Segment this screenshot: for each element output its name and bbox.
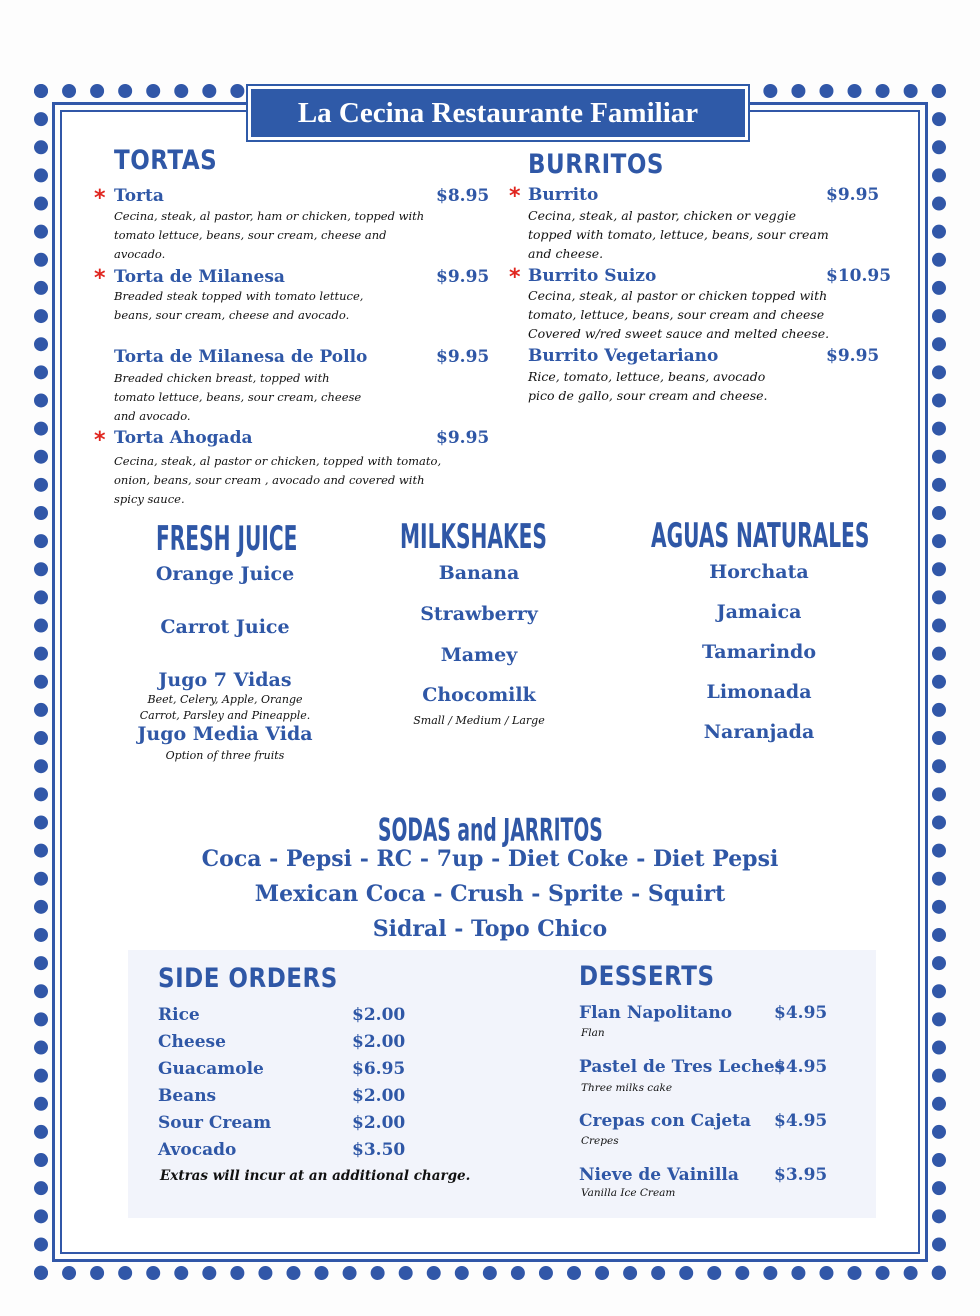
torta-milanesa-name: Torta de Milanesa — [114, 267, 285, 287]
sodas-line: Mexican Coca - Crush - Sprite - Squirt — [254, 881, 726, 907]
side-item-price: $3.50 — [352, 1140, 406, 1160]
burrito-name: Burrito — [528, 185, 599, 205]
juice-item: Orange Juice — [155, 563, 295, 585]
jugo-7-vidas-desc-line2: Carrot, Parsley and Pineapple. — [139, 709, 311, 722]
dessert-price: $4.95 — [774, 1057, 828, 1077]
torta-milanesa-pollo-name: Torta de Milanesa de Pollo — [114, 347, 368, 367]
star-icon: * — [94, 186, 106, 211]
dessert-price: $4.95 — [774, 1111, 828, 1131]
torta-name: Torta — [114, 186, 164, 206]
side-item-name: Avocado — [158, 1140, 237, 1160]
torta-ahogada-desc: Cecina, steak, al pastor or chicken, topped with tomato, onion, beans, sour cream , avocado and covered with spicy sauce. — [114, 454, 442, 506]
milkshake-item: Mamey — [440, 644, 518, 666]
star-icon: * — [94, 266, 106, 291]
torta-ahogada-price: $9.95 — [436, 428, 490, 448]
burrito-vegetariano-name: Burrito Vegetariano — [528, 346, 719, 366]
milkshake-sizes: Small / Medium / Large — [413, 714, 545, 727]
aguas-naturales-heading: AGUAS NATURALES — [651, 516, 870, 556]
jugo-media-vida-desc: Option of three fruits — [165, 749, 285, 762]
agua-item: Naranjada — [703, 721, 815, 743]
side-item-name: Sour Cream — [158, 1113, 272, 1133]
side-orders-heading: SIDE ORDERS — [158, 964, 338, 994]
tortas-heading: TORTAS — [114, 146, 218, 176]
burrito-suizo-name: Burrito Suizo — [528, 266, 657, 286]
burrito-vegetariano-desc: Rice, tomato, lettuce, beans, avocado pico de gallo, sour cream and cheese. — [528, 369, 768, 403]
star-icon: * — [509, 265, 521, 290]
agua-item: Horchata — [709, 561, 809, 583]
side-item-price: $2.00 — [352, 1005, 406, 1025]
sodas-line: Sidral - Topo Chico — [372, 916, 608, 942]
agua-item: Jamaica — [716, 601, 802, 623]
dessert-name: Nieve de Vainilla — [579, 1165, 739, 1185]
torta-milanesa-pollo-price: $9.95 — [436, 347, 490, 367]
desserts-heading: DESSERTS — [579, 962, 715, 992]
milkshake-item: Chocomilk — [422, 684, 536, 706]
milkshake-item: Strawberry — [420, 603, 538, 625]
burrito-vegetariano-price: $9.95 — [826, 346, 880, 366]
juice-item: Jugo 7 Vidas — [158, 669, 292, 691]
burrito-suizo-desc: Cecina, steak, al pastor or chicken topped with tomato, lettuce, beans, sour cream and cheese Covered w/red sweet sauce and melted cheese. — [528, 288, 830, 341]
sodas-line: Coca - Pepsi - RC - 7up - Diet Coke - Diet Pepsi — [201, 846, 779, 872]
torta-milanesa-pollo-desc: Breaded chicken breast, topped with tomato lettuce, beans, sour cream, cheese and avocado. — [114, 371, 362, 423]
dessert-price: $4.95 — [774, 1003, 828, 1023]
star-icon: * — [509, 184, 521, 209]
dessert-price: $3.95 — [774, 1165, 828, 1185]
side-item-name: Cheese — [158, 1032, 226, 1052]
dessert-name: Flan Napolitano — [579, 1003, 733, 1023]
sodas-heading: SODAS and JARRITOS — [378, 813, 603, 849]
side-item-price: $2.00 — [352, 1113, 406, 1133]
burrito-desc: Cecina, steak, al pastor, chicken or veggie topped with tomato, lettuce, beans, sour cream and cheese. — [528, 208, 829, 261]
restaurant-title: La Cecina Restaurante Familiar — [248, 86, 748, 140]
agua-item: Limonada — [706, 681, 812, 703]
torta-milanesa-desc: Breaded steak topped with tomato lettuce, beans, sour cream, cheese and avocado. — [114, 289, 364, 322]
agua-item: Tamarindo — [701, 641, 817, 663]
side-item-name: Guacamole — [158, 1059, 264, 1079]
dessert-sub: Flan — [581, 1027, 605, 1039]
dessert-name: Crepas con Cajeta — [579, 1111, 752, 1131]
torta-desc: Cecina, steak, al pastor, ham or chicken, topped with tomato lettuce, beans, sour cream, cheese and avocado. — [114, 209, 425, 261]
side-item-price: $2.00 — [352, 1086, 406, 1106]
milkshakes-heading: MILKSHAKES — [400, 517, 547, 557]
juice-item: Jugo Media Vida — [137, 723, 313, 745]
milkshake-item: Banana — [438, 562, 520, 584]
burrito-suizo-price: $10.95 — [826, 266, 892, 286]
dessert-sub: Crepes — [581, 1135, 619, 1147]
side-item-price: $2.00 — [352, 1032, 406, 1052]
jugo-7-vidas-desc-line1: Beet, Celery, Apple, Orange — [147, 693, 303, 706]
side-item-price: $6.95 — [352, 1059, 406, 1079]
side-item-name: Rice — [158, 1005, 200, 1025]
side-item-name: Beans — [158, 1086, 217, 1106]
dessert-sub: Three milks cake — [581, 1082, 673, 1094]
juice-item: Carrot Juice — [160, 616, 290, 638]
burritos-heading: BURRITOS — [528, 150, 664, 180]
dessert-name: Pastel de Tres Leches — [579, 1057, 785, 1077]
torta-milanesa-price: $9.95 — [436, 267, 490, 287]
burrito-price: $9.95 — [826, 185, 880, 205]
star-icon: * — [94, 428, 106, 453]
fresh-juice-heading: FRESH JUICE — [156, 519, 298, 559]
torta-price: $8.95 — [436, 186, 490, 206]
torta-ahogada-name: Torta Ahogada — [114, 428, 253, 448]
extras-note: Extras will incur at an additional charge. — [160, 1168, 471, 1184]
dessert-sub: Vanilla Ice Cream — [581, 1187, 676, 1199]
